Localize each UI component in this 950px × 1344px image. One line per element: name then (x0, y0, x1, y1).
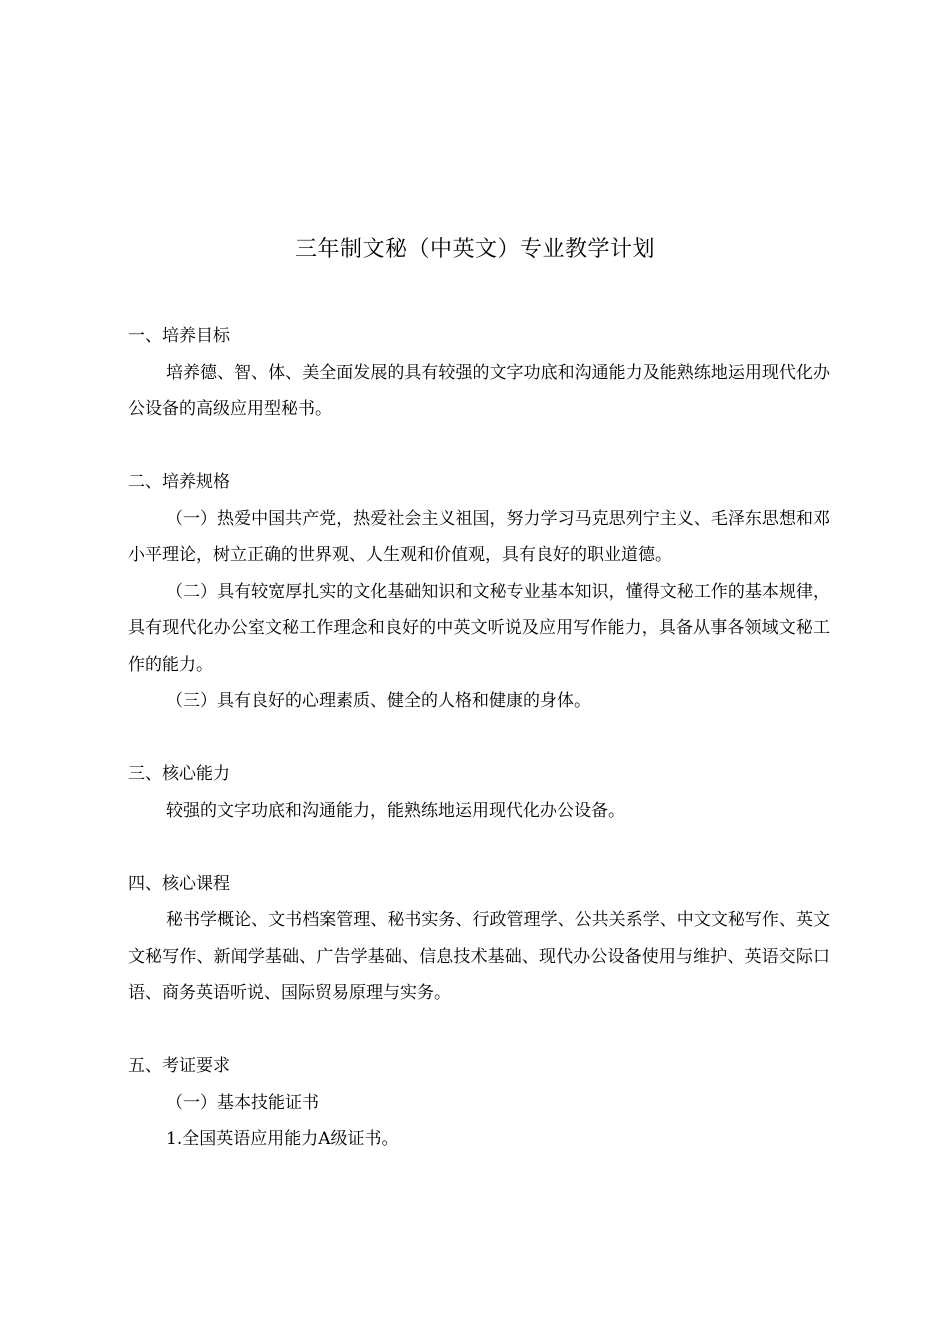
section-paragraph: （二）具有较宽厚扎实的文化基础知识和文秘专业基本知识，懂得文秘工作的基本规律，具有现代化办公室文秘工作理念和良好的中英文听说及应用写作能力，具备从事各领域文秘工作的能力。 (128, 581, 830, 675)
section-heading: 四、核心课程 (128, 873, 230, 894)
section-certification (128, 1048, 830, 1158)
section-training-goal (128, 318, 830, 428)
section-paragraph: 1.全国英语应用能力A级证书。 (166, 1129, 399, 1149)
section-heading: 一、培养目标 (128, 326, 230, 346)
document-title: 三年制文秘（中英文）专业教学计划 (294, 237, 655, 262)
section-paragraph: 秘书学概论、文书档案管理、秘书实务、行政管理学、公共关系学、中文文秘写作、英文文秘写作、新闻学基础、广告学基础、信息技术基础、现代办公设备使用与维护、英语交际口语、商务英语听说、国际贸易原理与实务。 (128, 910, 830, 1003)
section-core-courses (128, 866, 830, 1012)
section-core-ability (128, 756, 830, 829)
section-training-specs (128, 464, 830, 720)
document-body (128, 318, 830, 1158)
section-heading: 三、核心能力 (128, 764, 230, 784)
section-heading: 二、培养规格 (128, 472, 230, 492)
section-paragraph: （一）基本技能证书 (166, 1092, 319, 1113)
section-paragraph: 较强的文字功底和沟通能力，能熟练地运用现代化办公设备。 (166, 800, 625, 821)
section-paragraph: （一）热爱中国共产党，热爱社会主义祖国，努力学习马克思列宁主义、毛泽东思想和邓小平理论，树立正确的世界观、人生观和价值观，具有良好的职业道德。 (128, 508, 830, 565)
section-heading: 五、考证要求 (128, 1056, 230, 1076)
section-paragraph: 培养德、智、体、美全面发展的具有较强的文字功底和沟通能力及能熟练地运用现代化办公设备的高级应用型秘书。 (128, 362, 830, 419)
section-paragraph: （三）具有良好的心理素质、健全的人格和健康的身体。 (166, 691, 591, 711)
